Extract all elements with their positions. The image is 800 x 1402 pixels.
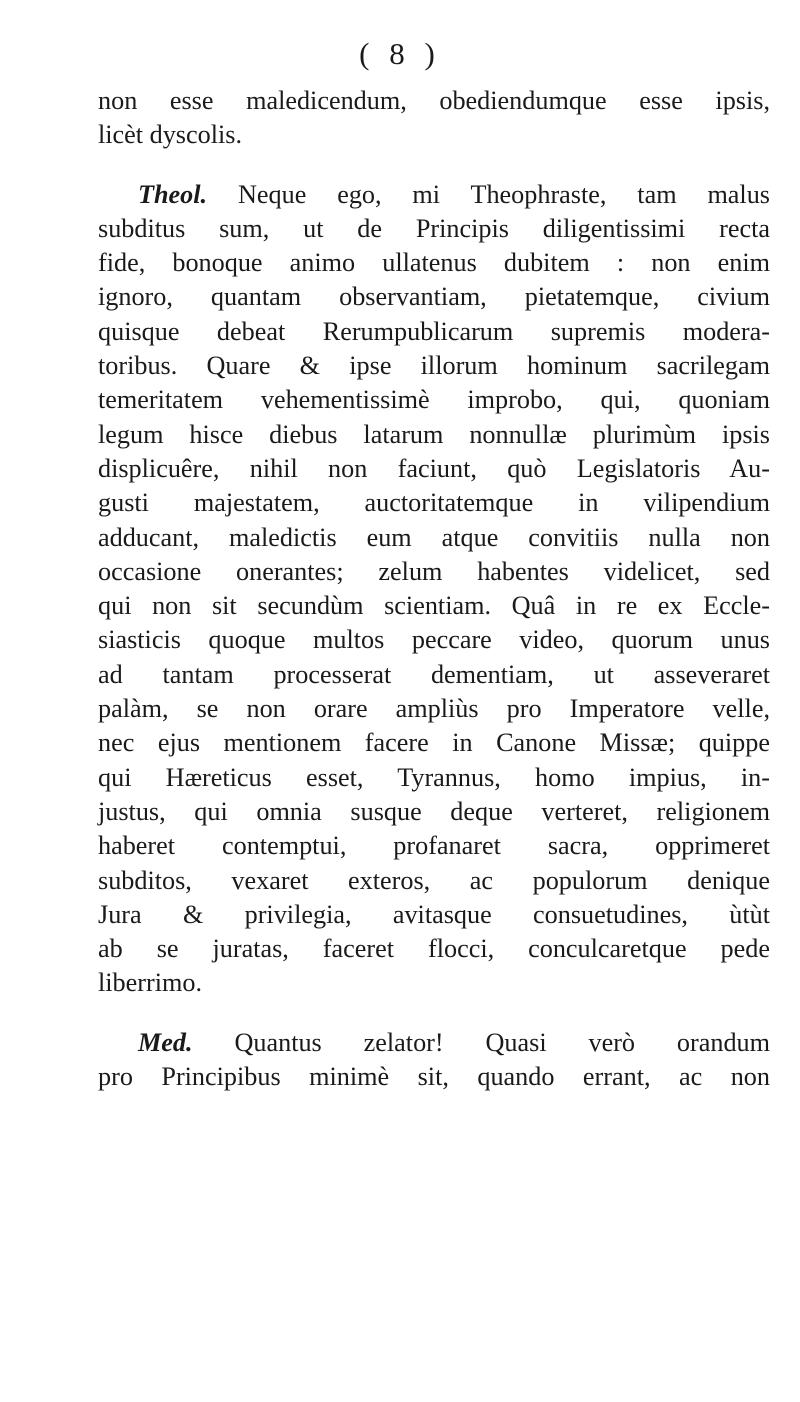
text-line: ignoro, quantam observantiam, pietatemque, civium xyxy=(98,282,770,312)
text-line: nec ejus mentionem facere in Canone Missæ; quippe xyxy=(98,728,770,758)
paragraph-3 xyxy=(98,1026,770,1095)
text-line: qui non sit secundùm scientiam. Quâ in re ex Eccle- xyxy=(98,591,770,621)
text-line: liberrimo. xyxy=(98,968,202,998)
text-line-rest: Neque ego, mi Theophraste, tam malus xyxy=(237,179,770,209)
paragraph-1 xyxy=(98,84,770,153)
text-line: ad tantam processerat dementiam, ut asseveraret xyxy=(98,659,770,689)
text-line: pro Principibus minimè sit, quando errant, ac non xyxy=(98,1062,770,1092)
text-line: haberet contemptui, profanaret sacra, opprimeret xyxy=(98,831,770,861)
text-line: subditus sum, ut de Principis diligentissimi recta xyxy=(98,213,770,243)
text-line: toribus. Quare & ipse illorum hominum sacrilegam xyxy=(98,351,770,381)
text-line: fide, bonoque animo ullatenus dubitem : non enim xyxy=(98,248,770,278)
text-line xyxy=(98,1026,770,1060)
text-line: legum hisce diebus latarum nonnullæ plurimùm ipsis xyxy=(98,419,770,449)
text-line: Jura & privilegia, avitasque consuetudines, ùtùt xyxy=(98,899,770,929)
text-line: quisque debeat Rerumpublicarum supremis modera- xyxy=(98,316,770,346)
speaker-label: Med. xyxy=(138,1027,193,1057)
text-line xyxy=(98,178,770,212)
paragraph-gap xyxy=(98,1001,770,1026)
text-line: licèt dyscolis. xyxy=(98,120,243,150)
text-line: adducant, maledictis eum atque convitiis nulla non xyxy=(98,522,770,552)
text-line: ab se juratas, faceret flocci, conculcaretque pede xyxy=(98,934,770,964)
text-line: temeritatem vehementissimè improbo, qui, quoniam xyxy=(98,385,770,415)
text-line-rest: Quantus zelator! Quasi verò orandum xyxy=(234,1027,770,1057)
speaker-label: Theol. xyxy=(138,179,208,209)
text-line: non esse maledicendum, obediendumque esse ipsis, xyxy=(98,86,770,115)
paragraph-2 xyxy=(98,178,770,1001)
text-line: subditos, vexaret exteros, ac populorum denique xyxy=(98,865,770,895)
text-line: justus, qui omnia susque deque verteret, religionem xyxy=(98,796,770,826)
body-text xyxy=(98,84,770,1094)
text-line: siasticis quoque multos peccare video, quorum unus xyxy=(98,625,770,655)
text-line: gusti majestatem, auctoritatemque in vilipendium xyxy=(98,488,770,518)
paragraph-gap xyxy=(98,153,770,178)
text-line: occasione onerantes; zelum habentes videlicet, sed xyxy=(98,556,770,586)
text-line: qui Hæreticus esset, Tyrannus, homo impius, in- xyxy=(98,762,770,792)
text-line: displicuêre, nihil non faciunt, quò Legislatoris Au- xyxy=(98,453,770,483)
text-line: palàm, se non orare ampliùs pro Imperatore velle, xyxy=(98,694,770,724)
page-number: ( 8 ) xyxy=(359,36,441,71)
